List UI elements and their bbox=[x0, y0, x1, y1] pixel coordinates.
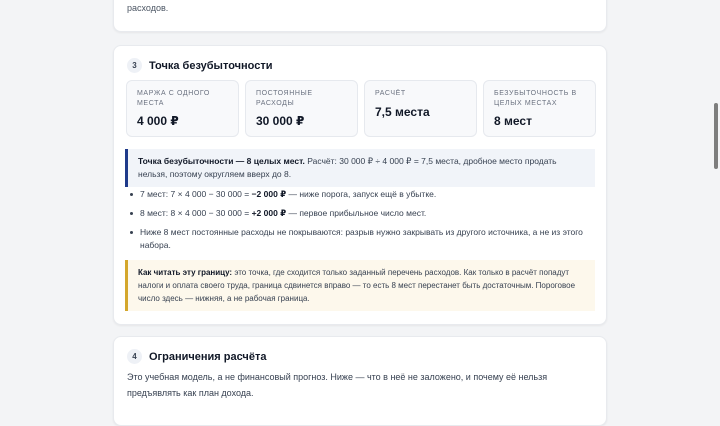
section-title: Точка безубыточности bbox=[149, 59, 273, 72]
list-item-text: — ниже порога, запуск ещё в убытке. bbox=[286, 189, 437, 199]
stats-row bbox=[126, 80, 596, 137]
stat-label: ПОСТОЯННЫЕ РАСХОДЫ bbox=[256, 90, 313, 107]
stat-value: 30 000 ₽ bbox=[256, 114, 305, 128]
list-item-bold: −2 000 ₽ bbox=[251, 189, 287, 199]
stat-value: 4 000 ₽ bbox=[137, 114, 179, 128]
list-item bbox=[128, 188, 598, 201]
section-number-badge: 3 bbox=[127, 58, 142, 73]
breakeven-section-card bbox=[113, 45, 607, 325]
stat-label: РАСЧЁТ bbox=[375, 90, 406, 97]
calculation-list bbox=[128, 188, 598, 258]
section-header bbox=[127, 58, 273, 73]
stat-card-fixed-costs bbox=[245, 80, 358, 137]
previous-section-tail-text: расходов. bbox=[127, 3, 169, 13]
stat-card-calculation bbox=[364, 80, 477, 137]
list-item-bold: +2 000 ₽ bbox=[251, 208, 287, 218]
page-scrollbar[interactable] bbox=[712, 0, 720, 405]
section-header bbox=[127, 349, 266, 364]
callout-text: Расчёт: 30 000 ₽ ÷ 4 000 ₽ = 7,5 места, дробное место продать нельзя, поэтому округляем вверх до 8. bbox=[138, 156, 557, 179]
list-item bbox=[128, 207, 598, 220]
stat-value: 7,5 места bbox=[375, 105, 430, 119]
section-number-badge: 4 bbox=[127, 349, 142, 364]
stat-value: 8 мест bbox=[494, 114, 532, 128]
list-item-text: Ниже 8 мест постоянные расходы не покрываются: разрыв нужно закрывать из другого источника, а не из этого набора. bbox=[140, 227, 583, 250]
section-title: Ограничения расчёта bbox=[149, 350, 267, 363]
scrollbar-thumb[interactable] bbox=[714, 103, 718, 169]
stat-card-margin bbox=[126, 80, 239, 137]
stat-card-breakeven bbox=[483, 80, 596, 137]
list-item bbox=[128, 226, 598, 252]
callout-bold-text: Точка безубыточности — 8 целых мест. bbox=[138, 156, 305, 166]
stat-label: МАРЖА С ОДНОГО МЕСТА bbox=[137, 90, 210, 107]
note-text: это точка, где сходится только заданный перечень расходов. Как только в расчёт попадут налоги и оплата своего труда, граница сдвинется вправо — то есть 8 мест перестанет быть достаточным. Пороговое число здесь — нижняя, а не рабочая граница. bbox=[138, 268, 576, 303]
limitations-section-card bbox=[113, 336, 607, 426]
list-item-text: — первое прибыльное число мест. bbox=[286, 208, 427, 218]
list-item-text: 7 мест: 7 × 4 000 − 30 000 = bbox=[140, 189, 252, 199]
note-bold-text: Как читать эту границу: bbox=[138, 268, 233, 277]
section-intro-text: Это учебная модель, а не финансовый прогноз. Ниже — что в неё не заложено, и почему её нельзя предъявлять как план дохода. bbox=[127, 372, 548, 398]
previous-section-card bbox=[113, 0, 607, 32]
stat-label: БЕЗУБЫТОЧНОСТЬ В ЦЕЛЫХ МЕСТАХ bbox=[494, 90, 577, 107]
list-item-text: 8 мест: 8 × 4 000 − 30 000 = bbox=[140, 208, 252, 218]
breakeven-callout bbox=[125, 149, 595, 187]
how-to-read-note bbox=[125, 260, 595, 311]
